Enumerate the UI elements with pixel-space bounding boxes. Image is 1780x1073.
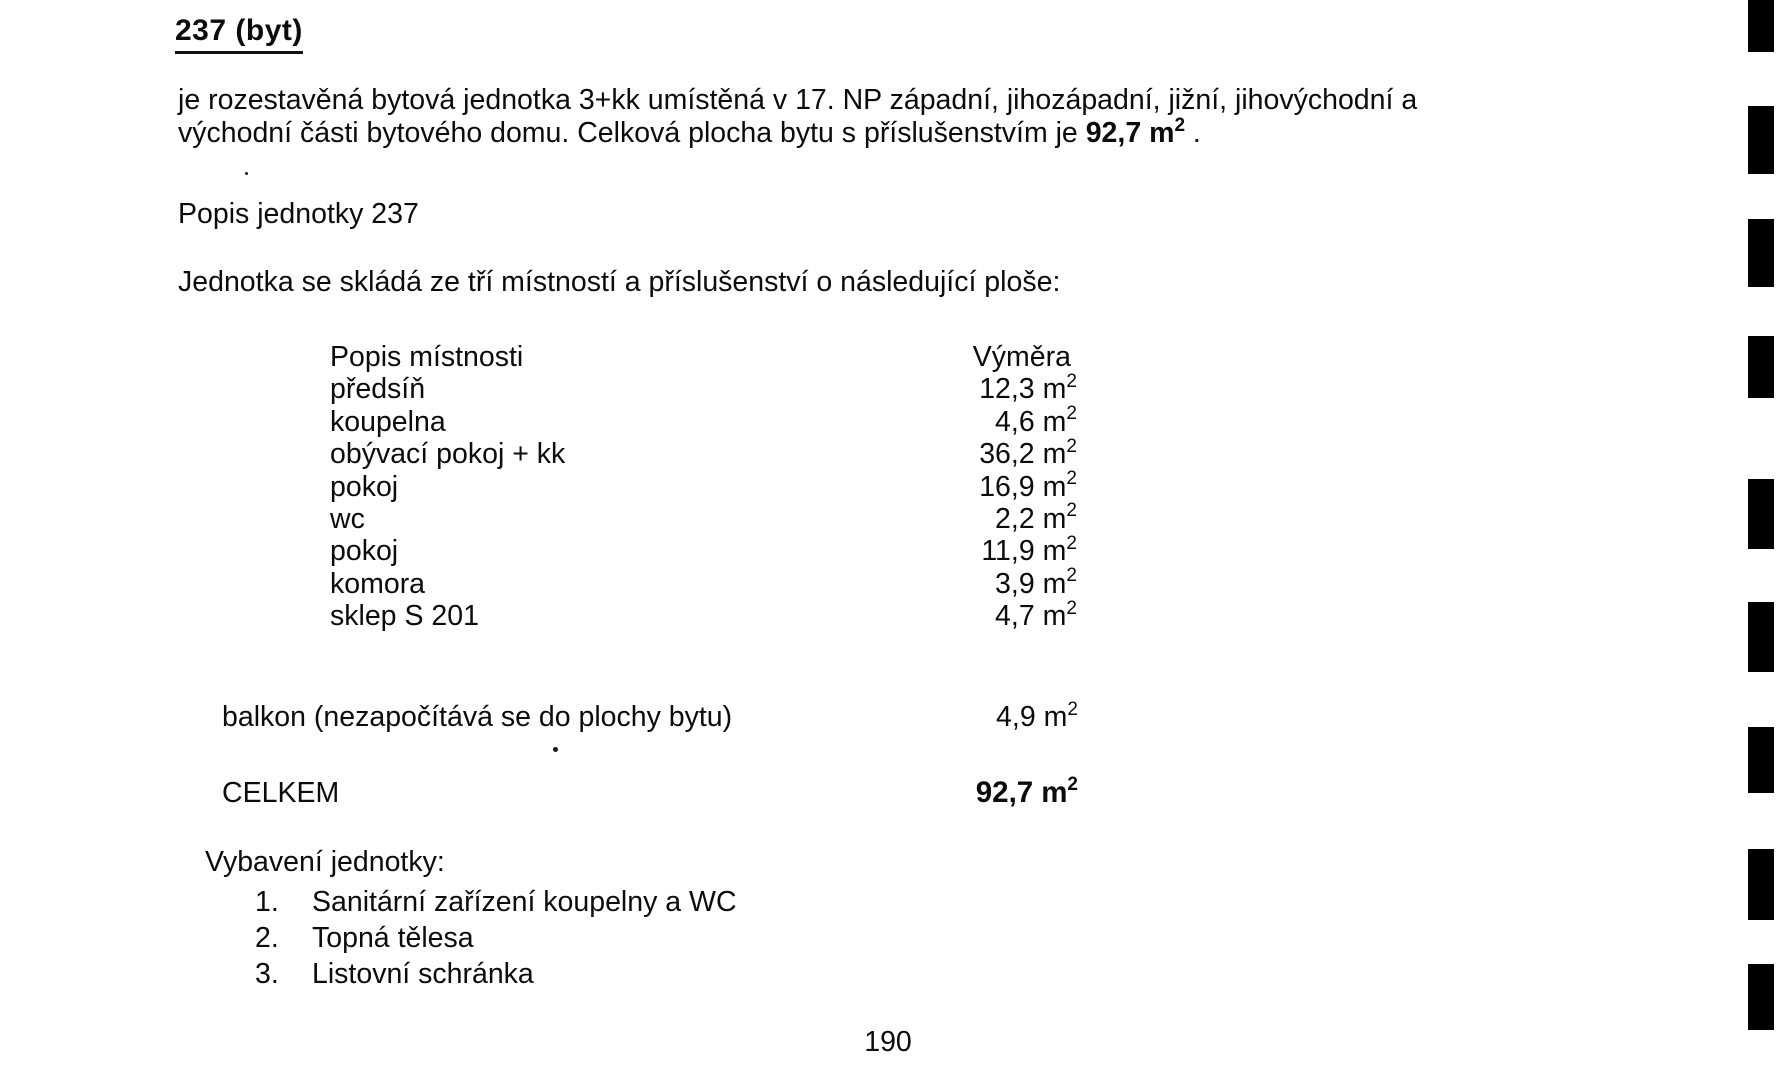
total-area-inline: 92,7 $m^2$: [1085, 114, 1186, 149]
table-row: [330, 500, 1077, 535]
equipment-item: [255, 884, 737, 920]
table-row: [330, 435, 1077, 471]
column-header-area: Výměra: [972, 341, 1071, 373]
document-heading: 237 (byt): [175, 14, 303, 54]
row-value: 4,6 $m^2$: [995, 403, 1077, 438]
table-row: [330, 403, 1077, 438]
intro-line2-prefix: východní části bytového domu. Celková plocha bytu s příslušenstvím je: [178, 117, 1086, 149]
table-intro-text: Jednotka se skládá ze tří místností a příslušenství o následující ploše:: [178, 266, 1061, 298]
scan-dot-artifact: [553, 747, 558, 752]
column-header-room: Popis místnosti: [330, 341, 524, 373]
row-value: 11,9 $m^2$: [981, 532, 1077, 568]
row-label: wc: [330, 502, 365, 535]
row-value: 2,2 $m^2$: [995, 500, 1077, 535]
total-row: [222, 776, 1078, 810]
item-number: 1.: [255, 886, 279, 918]
room-area-table: [330, 341, 1077, 633]
equipment-item: [255, 956, 737, 992]
row-label: obývací pokoj + kk: [330, 438, 566, 471]
table-row: [330, 370, 1077, 406]
intro-line1: je rozestavěná bytová jednotka 3+kk umístěná v 17. NP západní, jihozápadní, jižní, jihovýchodní a: [178, 84, 1418, 116]
scan-binding-mark: [1748, 727, 1774, 793]
intro-paragraph: [178, 84, 1418, 150]
item-number: 2.: [255, 922, 279, 954]
row-value: 4,7 $m^2$: [995, 597, 1077, 633]
scan-dot-artifact: [245, 172, 248, 175]
row-label: pokoj: [330, 535, 399, 568]
item-text: Listovní schránka: [312, 958, 534, 990]
item-number: 3.: [255, 958, 279, 990]
table-header-row: [330, 341, 1077, 373]
table-row: [330, 532, 1077, 568]
page-number: 190: [864, 1026, 912, 1058]
balkon-label: balkon (nezapočítává se do plochy bytu): [222, 701, 733, 733]
item-text: Topná tělesa: [312, 922, 474, 954]
scan-binding-mark: [1748, 849, 1774, 920]
equipment-title: Vybavení jednotky:: [205, 846, 445, 878]
scan-binding-mark: [1748, 106, 1774, 174]
table-row: [330, 565, 1077, 600]
equipment-list: [255, 884, 737, 992]
scan-binding-mark: [1748, 336, 1774, 398]
scan-binding-mark: [1748, 479, 1774, 549]
equipment-item: [255, 920, 737, 956]
scan-binding-mark: [1748, 0, 1774, 52]
row-value: 3,9 $m^2$: [995, 565, 1077, 600]
row-label: komora: [330, 567, 426, 600]
table-row: [330, 468, 1077, 503]
unit-subheading: Popis jednotky 237: [178, 198, 419, 230]
total-label: CELKEM: [222, 777, 340, 809]
row-value: 16,9 $m^2$: [979, 468, 1077, 503]
row-label: sklep S 201: [330, 600, 479, 633]
scan-binding-mark: [1748, 219, 1774, 287]
row-value: 12,3 $m^2$: [979, 370, 1077, 406]
scan-binding-mark: [1748, 602, 1774, 672]
balkon-row: [222, 698, 1078, 734]
intro-line2-suffix: .: [1185, 117, 1201, 149]
row-label: předsíň: [330, 373, 426, 406]
scan-binding-mark: [1748, 964, 1774, 1030]
item-text: Sanitární zařízení koupelny a WC: [312, 886, 737, 918]
balkon-value: 4,9 $m^2$: [996, 698, 1078, 733]
table-row: [330, 597, 1077, 633]
row-label: koupelna: [330, 405, 446, 438]
row-value: 36,2 $m^2$: [979, 435, 1077, 471]
total-value: 92,7 $m^2$: [975, 774, 1078, 809]
row-label: pokoj: [330, 470, 399, 503]
